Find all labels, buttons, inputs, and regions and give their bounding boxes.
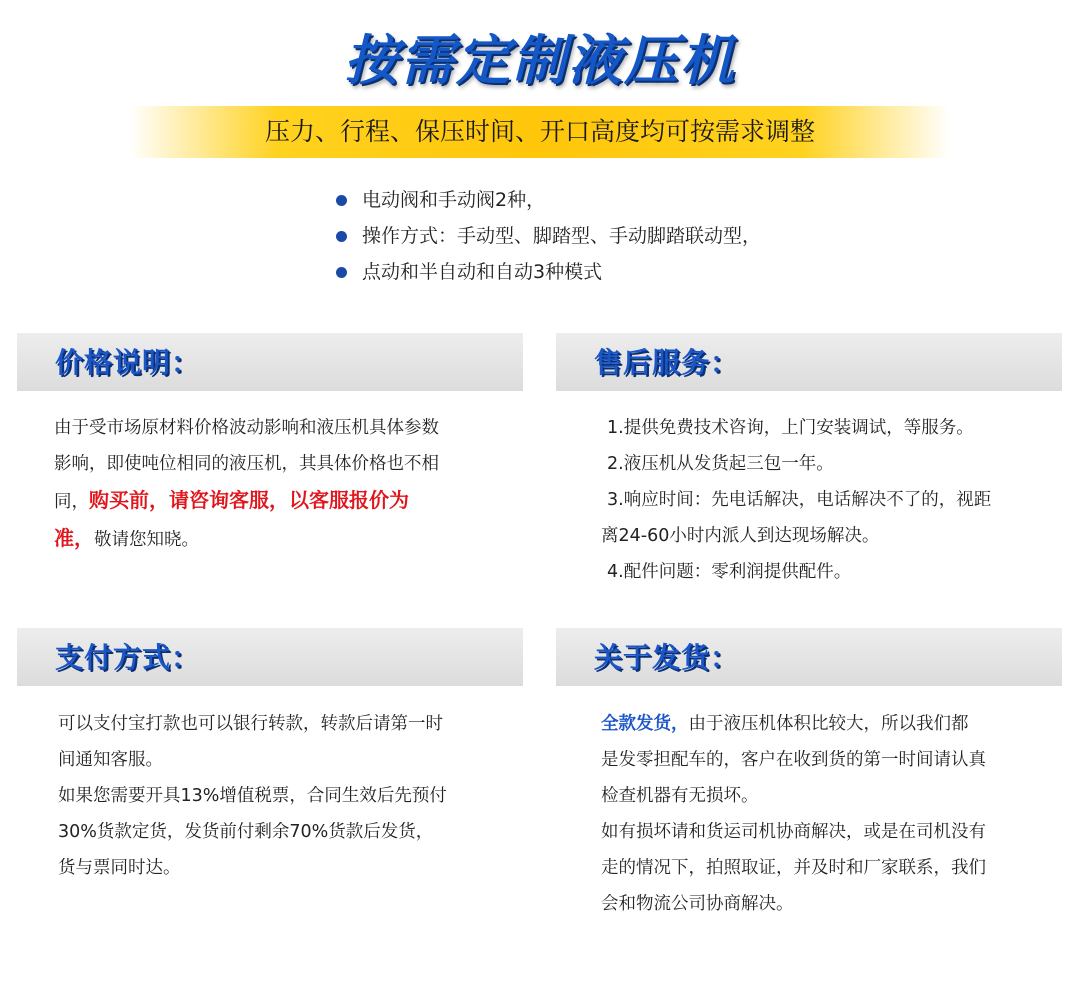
shipping-highlight: 全款发货， bbox=[601, 714, 689, 734]
price-text-line bbox=[54, 520, 514, 558]
payment-line: 30%货款定货，发货前付剩余70%货款后发货， bbox=[58, 822, 434, 842]
price-text-suffix: 敬请您知晓。 bbox=[94, 530, 199, 550]
price-section-header bbox=[17, 333, 523, 391]
payment-line: 可以支付宝打款也可以银行转款，转款后请第一时 bbox=[58, 714, 443, 734]
feature-text: 点动和半自动和自动3种模式 bbox=[362, 261, 603, 283]
price-text-line: 由于受市场原材料价格波动影响和液压机具体参数 bbox=[54, 418, 439, 438]
payment-heading: 支付方式： bbox=[55, 641, 201, 674]
service-line: 4.配件问题：零利润提供配件。 bbox=[607, 562, 852, 582]
shipping-line: 如有损坏请和货运司机协商解决，或是在司机没有 bbox=[601, 822, 986, 842]
bullet-icon bbox=[336, 231, 347, 242]
shipping-line bbox=[601, 706, 1051, 742]
price-text-prefix: 同， bbox=[54, 492, 89, 512]
payment-section-body bbox=[58, 706, 508, 886]
shipping-text: 由于液压机体积比较大，所以我们都 bbox=[688, 714, 969, 734]
price-heading: 价格说明： bbox=[55, 346, 201, 379]
payment-line: 货与票同时达。 bbox=[58, 858, 181, 878]
feature-item bbox=[336, 254, 761, 290]
shipping-section-body bbox=[601, 706, 1051, 922]
feature-text: 操作方式：手动型、脚踏型、手动脚踏联动型， bbox=[362, 225, 762, 247]
feature-item bbox=[336, 218, 761, 254]
feature-list bbox=[336, 182, 761, 290]
service-line: 2.液压机从发货起三包一年。 bbox=[607, 454, 834, 474]
shipping-line: 是发零担配车的，客户在收到货的第一时间请认真 bbox=[601, 750, 986, 770]
shipping-line: 走的情况下，拍照取证，并及时和厂家联系，我们 bbox=[601, 858, 986, 878]
price-highlight: 准， bbox=[54, 526, 94, 550]
shipping-section-header bbox=[556, 628, 1062, 686]
service-line: 3.响应时间：先电话解决，电话解决不了的，视距 bbox=[607, 490, 992, 510]
payment-line: 间通知客服。 bbox=[58, 750, 163, 770]
feature-item bbox=[336, 182, 761, 218]
bullet-icon bbox=[336, 267, 347, 278]
bullet-icon bbox=[336, 195, 347, 206]
payment-line: 如果您需要开具13%增值税票，合同生效后先预付 bbox=[58, 786, 447, 806]
price-section-body bbox=[54, 410, 514, 558]
price-text-line: 影响，即使吨位相同的液压机，其具体价格也不相 bbox=[54, 454, 439, 474]
price-text-line bbox=[54, 482, 514, 520]
subtitle-text: 压力、行程、保压时间、开口高度均可按需求调整 bbox=[264, 117, 815, 146]
service-section-body bbox=[601, 410, 1051, 590]
page-title: 按需定制液压机 bbox=[344, 29, 736, 92]
service-section-header bbox=[556, 333, 1062, 391]
payment-section-header bbox=[17, 628, 523, 686]
service-heading: 售后服务： bbox=[594, 346, 740, 379]
shipping-line: 会和物流公司协商解决。 bbox=[601, 894, 794, 914]
feature-text: 电动阀和手动阀2种， bbox=[362, 189, 546, 211]
shipping-line: 检查机器有无损坏。 bbox=[601, 786, 759, 806]
subtitle-banner bbox=[130, 106, 950, 158]
service-line: 1.提供免费技术咨询，上门安装调试，等服务。 bbox=[607, 418, 974, 438]
price-highlight: 购买前，请咨询客服，以客服报价为 bbox=[89, 488, 409, 512]
shipping-heading: 关于发货： bbox=[594, 641, 740, 674]
service-line: 离24-60小时内派人到达现场解决。 bbox=[601, 526, 880, 546]
